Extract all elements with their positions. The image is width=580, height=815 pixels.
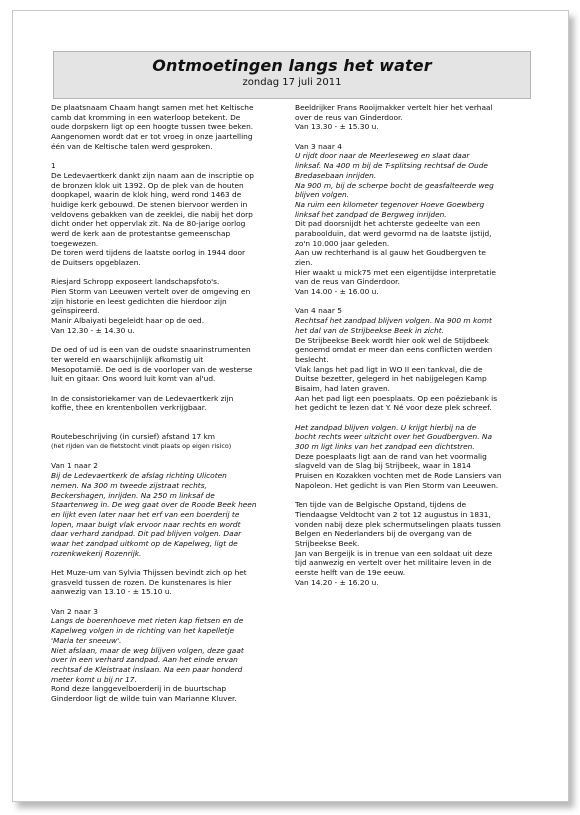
text-line: linksaf. Na 400 m bij de T-splitsing rechtsaf de Oude <box>295 161 488 171</box>
text-line: lopen, maar buigt vlak ervoor naar rechts en wordt <box>51 519 241 529</box>
text-line: linksaf het zandpad de Bergweg inrijden. <box>295 209 447 219</box>
text-line: Van 1 naar 2 <box>51 461 98 471</box>
text-line: Deze poesplaats ligt aan de rand van het voormalig <box>295 451 487 461</box>
paragraph-spacer <box>295 413 531 423</box>
paragraph-spacer <box>51 452 287 462</box>
text-line: slagveld van de Slag bij Strijbeek, waar in 1814 <box>295 461 472 471</box>
text-line: (het rijden van de fietstocht vindt plaats op eigen risico) <box>51 442 232 451</box>
text-line: Van 13.30 - ± 15.30 u. <box>295 122 379 132</box>
text-line: Rechtsaf het zandpad blijven volgen. Na 900 m komt <box>295 316 492 326</box>
text-line: rozenkwekerij Rozenrijk. <box>51 548 142 558</box>
text-line: Dit pad doorsnijdt het achterste gedeelte van een <box>295 219 481 229</box>
text-line: Van 14.00 - ± 16.00 u. <box>295 287 379 297</box>
paragraph-spacer <box>51 558 287 568</box>
paragraph-spacer <box>295 297 531 307</box>
text-line: Staartenweg in. De weg gaat over de Roode Beek heen <box>51 500 257 510</box>
text-line: Niet afslaan, maar de weg blijven volgen, deze gaat <box>51 645 244 655</box>
text-line: Duitse bezetter, gelegerd in het nabijgelegen Kamp <box>295 374 487 384</box>
text-line: Pruisen en Kozakken vochten met de Rode Lansiers van <box>295 471 502 481</box>
text-line: daar verhard zandpad. Dit pad blijven volgen. Daar <box>51 529 242 539</box>
text-line: Na 900 m, bij de scherpe bocht de geasfalteerde weg <box>295 180 494 190</box>
paragraph-spacer <box>295 132 531 142</box>
text-line: de Duitsers opgeblazen. <box>51 258 141 267</box>
text-line: Ginderdoor ligt de wilde tuin van Marianne Kluver. <box>51 693 237 703</box>
text-line: zijn historie en leest gedichten die hierdoor zijn <box>51 296 227 306</box>
left-text-column <box>51 103 287 704</box>
paragraph-spacer <box>51 268 287 278</box>
text-line: Langs de boerenhoeve met rieten kap fietsen en de <box>51 616 244 626</box>
text-line: Routebeschrijving (in cursief) afstand 17 km <box>51 432 215 442</box>
text-line: genoemd omdat er meer dan eens conflicten werden <box>295 345 493 355</box>
text-line: Napoleon. Het gedicht is van Pien Storm van Leeuwen. <box>295 480 499 490</box>
text-line: Van 12.30 - ± 14.30 u. <box>51 325 135 335</box>
text-line: vonden nabij deze plek schermutselingen plaats tussen <box>295 519 501 529</box>
text-line: het dal van de Strijbeekse Beek in zicht. <box>295 325 444 335</box>
text-line: over in een verhard zandpad. Aan het einde ervan <box>51 655 238 665</box>
page-title: Ontmoetingen langs het water <box>152 56 432 75</box>
text-line: het gedicht te lezen dat Y. Né voor deze plek schreef. <box>295 403 492 413</box>
paragraph-spacer <box>51 413 287 432</box>
text-line: één van de Keltische talen werd gesproken. <box>51 141 213 151</box>
text-line: veldovens gebakken van de zeeklei, die nabij het dorp <box>51 209 253 219</box>
text-line: Ten tijde van de Belgische Opstand, tijdens de <box>295 500 467 510</box>
text-line: bocht rechts weer uitzicht over het Goudbergven. Na <box>295 432 492 442</box>
text-line: over de reus van Ginderdoor. <box>295 112 403 122</box>
text-line: Rond deze langgevelboerderij in de buurtschap <box>51 684 227 694</box>
text-line: werd de kerk aan de protestantse gemeenschap <box>51 228 231 238</box>
text-line: dicht onder het oppervlak zit. Na de 80-jarige oorlog <box>51 219 246 229</box>
text-line: Mesopotamië. De oed is de voorloper van de westerse <box>51 364 253 374</box>
text-line: De Strijbeekse Beek wordt hier ook wel de Stijdbeek <box>295 335 489 345</box>
text-line: eerste helft van de 19e eeuw. <box>295 568 406 577</box>
text-line: De toren werd tijdens de laatste oorlog in 1944 door <box>51 248 246 258</box>
paragraph-spacer <box>51 151 287 161</box>
text-line: Pien Storm van Leeuwen vertelt over de omgeving en <box>51 287 251 297</box>
text-line: waar het zandpad uitkomt op de Kapelweg, ligt de <box>51 538 238 548</box>
text-line: Bredasebaan inrijden. <box>295 170 377 180</box>
text-line: rechtsaf de Kleistraat inslaan. Na een paar honderd <box>51 664 243 674</box>
document-page <box>12 10 569 802</box>
text-line: oude dorpskern ligt op een hoogte tussen twee beken. <box>51 122 254 132</box>
text-line: toegewezen. <box>51 238 99 248</box>
text-line: nemen. Na 300 m tweede zijstraat rechts, <box>51 480 207 490</box>
text-line: Het zandpad blijven volgen. U krijgt hierbij na de <box>295 422 477 432</box>
text-line: Strijbeekse Beek. <box>295 538 360 548</box>
text-line: Aan het pad ligt een poesplaats. Op een poëziebank is <box>295 393 498 403</box>
text-line: Jan van Bergeijk is in trenue van een soldaat uit deze <box>295 548 493 558</box>
text-line: Beeldrijker Frans Rooijmakker vertelt hier het verhaal <box>295 103 493 112</box>
text-line: zien. <box>295 258 313 267</box>
text-line: beslecht. <box>295 354 329 364</box>
event-date: zondag 17 juli 2011 <box>242 77 342 88</box>
text-line: Kapelweg volgen in de richting van het kapelletje <box>51 626 235 636</box>
text-line: doopkapel, waarin de klok hing, werd rond 1463 de <box>51 190 242 200</box>
text-line: Het Muze-um van Sylvia Thijssen bevindt zich op het <box>51 568 247 578</box>
paragraph-spacer <box>51 336 287 346</box>
text-line: 300 m ligt links van het zandpad een dichtstren. <box>295 442 475 452</box>
text-line: Aan uw rechterhand is al gauw het Goudbergven te <box>295 248 486 258</box>
paragraph-spacer <box>51 384 287 394</box>
text-line: De plaatsnaam Chaam hangt samen met het Keltische <box>51 103 254 112</box>
paragraph-spacer <box>295 491 531 501</box>
text-line: Van 2 naar 3 <box>51 606 98 616</box>
text-line: 1 <box>51 161 56 171</box>
text-line: huidige kerk gebouwd. De stenen biervoor werden in <box>51 199 248 209</box>
text-line: grasveld tussen de rozen. De kunstenares is hier <box>51 577 232 587</box>
text-line: paraboolduin, dat werd gevormd na de laatste ijstijd, <box>295 228 492 238</box>
text-line: blijven volgen. <box>295 190 350 200</box>
text-line: Aangenomen wordt dat er tot vroeg in onze jaartelling <box>51 132 253 142</box>
text-line: Van 3 naar 4 <box>295 141 342 151</box>
text-line: de bronzen klok uit 1392. Op de plek van de houten <box>51 180 244 190</box>
text-line: van de reus van Ginderdoor. <box>295 277 400 287</box>
text-line: meter komt u bij nr 17. <box>51 674 137 684</box>
text-line: aanwezig van 13.10 - ± 15.10 u. <box>51 587 172 597</box>
text-line: Manir Albaiyati begeleidt haar op de oed. <box>51 316 205 326</box>
text-line: Tiendaagse Veldtocht van 2 tot 12 augustus in 1831, <box>295 509 491 519</box>
text-line: Beckershagen, inrijden. Na 250 m linksaf de <box>51 490 215 500</box>
text-line: De Ledevaertkerk dankt zijn naam aan de inscriptie op <box>51 170 254 180</box>
text-line: en lijkt even later naar het erf van een boerderij te <box>51 509 240 519</box>
text-line: Bisaim, had laten graven. <box>295 383 390 393</box>
text-line: tijd aanwezig en vertelt over het militaire leven in de <box>295 558 492 568</box>
text-line: Hier waakt u mick75 met een eigentijdse interpretatie <box>295 267 496 277</box>
text-line: Van 4 naar 5 <box>295 306 342 316</box>
text-line: Vlak langs het pad ligt in WO II een tankval, die de <box>295 364 483 374</box>
text-line: koffie, thee en krentenbollen verkrijgbaar. <box>51 403 207 413</box>
text-line: Na ruim een kilometer tegenover Hoeve Goewberg <box>295 199 485 209</box>
text-line: 'Maria ter sneeuw'. <box>51 635 122 645</box>
text-line: ter wereld en waarschijnlijk afkomstig uit <box>51 354 204 364</box>
paragraph-spacer <box>51 597 287 607</box>
text-line: luit en gitaar. Ons woord luit komt van al'ud. <box>51 374 216 384</box>
text-line: Riesjard Schropp exposeert landschapsfoto's. <box>51 277 220 287</box>
text-line: De oed of ud is een van de oudste snaarinstrumenten <box>51 345 251 355</box>
text-line: Belgen en Nederlanders bij de overgang van de <box>295 529 472 539</box>
text-line: Van 14.20 - ± 16.20 u. <box>295 577 379 587</box>
title-banner <box>53 51 531 99</box>
text-line: camb dat kromming in een waterloop betekent. De <box>51 112 241 122</box>
text-line: zo'n 10.000 jaar geleden. <box>295 238 390 248</box>
text-line: In de consistoriekamer van de Ledevaertkerk zijn <box>51 393 234 403</box>
text-line: geïnspireerd. <box>51 306 100 316</box>
text-line: Bij de Ledevaertkerk de afslag richting Ulicoten <box>51 471 227 481</box>
right-text-column <box>295 103 531 587</box>
text-line: U rijdt door naar de Meerleseweg en slaat daar <box>295 151 470 161</box>
